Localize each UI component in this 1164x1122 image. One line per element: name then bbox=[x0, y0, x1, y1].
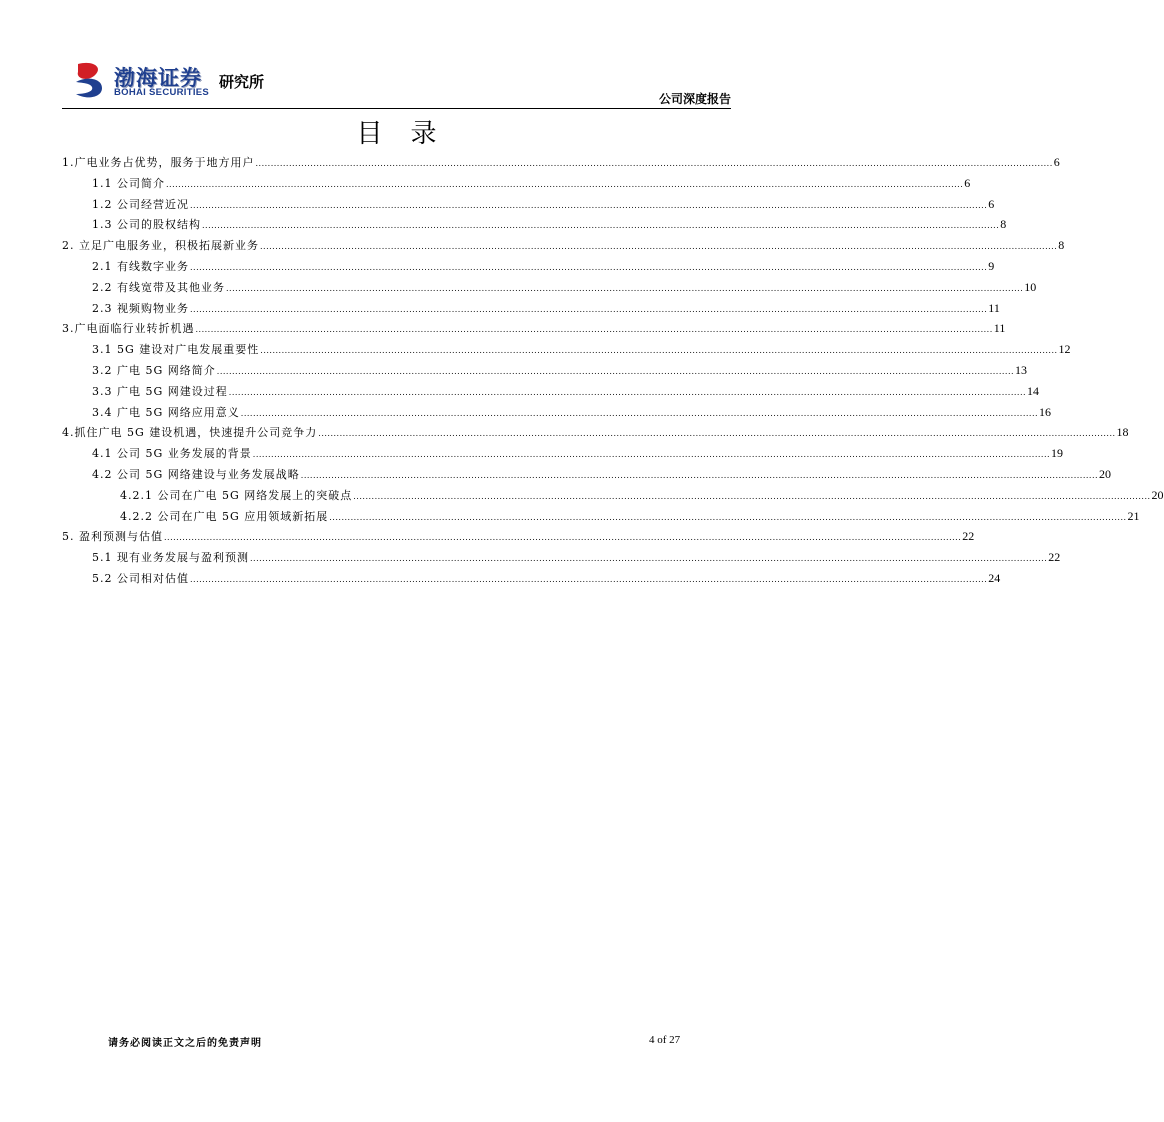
toc-leader: ...................................................................................................................................................................................................................................................................... bbox=[329, 512, 1127, 522]
toc-entry-page: 22 bbox=[1048, 550, 1061, 565]
toc-leader: ...................................................................................................................................................................................................................................................................... bbox=[202, 221, 1000, 231]
disclaimer-note: 请务必阅读正文之后的免责声明 bbox=[108, 1038, 262, 1049]
toc-entry-title: 3.4 广电 5G 网络应用意义 bbox=[92, 405, 240, 419]
toc-entry-title: 2. 立足广电服务业，积极拓展新业务 bbox=[62, 239, 259, 253]
toc-leader: ...................................................................................................................................................................................................................................................................... bbox=[260, 242, 1058, 252]
report-type: 公司深度报告 bbox=[658, 92, 731, 106]
toc-entry-page: 22 bbox=[962, 529, 975, 544]
table-of-contents bbox=[62, 152, 1164, 589]
toc-entry-page: 9 bbox=[988, 258, 995, 273]
toc-entry[interactable] bbox=[62, 381, 1040, 402]
toc-entry-page: 6 bbox=[964, 175, 971, 190]
toc-entry-title: 4.1 公司 5G 业务发展的背景 bbox=[92, 447, 252, 461]
toc-entry-page: 8 bbox=[1058, 238, 1065, 253]
toc-entry[interactable] bbox=[62, 360, 1028, 381]
toc-entry[interactable] bbox=[62, 152, 1060, 173]
toc-entry-page: 11 bbox=[988, 300, 1000, 315]
toc-entry-page: 19 bbox=[1051, 446, 1064, 461]
toc-entry[interactable] bbox=[62, 485, 1164, 506]
toc-entry-page: 11 bbox=[993, 321, 1006, 336]
toc-entry-page: 13 bbox=[1015, 362, 1028, 377]
toc-leader: ...................................................................................................................................................................................................................................................................... bbox=[226, 283, 1024, 293]
toc-entry-page: 6 bbox=[1053, 155, 1060, 169]
toc-entry-page: 16 bbox=[1039, 404, 1052, 419]
toc-entry-title: 2.2 有线宽带及其他业务 bbox=[92, 280, 225, 294]
toc-leader: ...................................................................................................................................................................................................................................................................... bbox=[260, 346, 1058, 356]
toc-entry[interactable] bbox=[62, 194, 995, 215]
toc-title: 目录 bbox=[356, 119, 465, 149]
toc-entry[interactable] bbox=[62, 235, 1065, 256]
toc-entry-title: 4.抓住广电 5G 建设机遇，快速提升公司竞争力 bbox=[62, 426, 318, 440]
toc-entry[interactable] bbox=[62, 506, 1140, 527]
toc-entry-title: 2.1 有线数字业务 bbox=[92, 259, 189, 273]
toc-leader: ...................................................................................................................................................................................................................................................................... bbox=[300, 470, 1099, 480]
toc-entry[interactable] bbox=[62, 256, 995, 277]
page-number: 4 of 27 bbox=[649, 1034, 681, 1046]
toc-entry-title: 5.2 公司相对估值 bbox=[92, 571, 189, 585]
toc-entry-page: 20 bbox=[1151, 487, 1164, 502]
toc-entry[interactable] bbox=[62, 339, 1071, 360]
toc-entry-title: 4.2 公司 5G 网络建设与业务发展战略 bbox=[92, 467, 300, 481]
logo-english-name: BOHAI SECURITIES bbox=[114, 87, 210, 98]
toc-entry-page: 20 bbox=[1099, 466, 1112, 481]
toc-entry-title: 5.1 现有业务发展与盈利预测 bbox=[92, 551, 249, 565]
toc-entry[interactable] bbox=[62, 402, 1052, 423]
toc-entry-page: 12 bbox=[1058, 342, 1071, 357]
institute-label: 研究所 bbox=[219, 73, 265, 91]
toc-leader: ...................................................................................................................................................................................................................................................................... bbox=[190, 304, 988, 314]
toc-entry-title: 1.2 公司经营近况 bbox=[92, 197, 189, 211]
toc-leader: ...................................................................................................................................................................................................................................................................... bbox=[255, 159, 1053, 168]
toc-entry-title: 3.3 广电 5G 网建设过程 bbox=[92, 384, 228, 398]
bohai-logo-icon bbox=[72, 60, 106, 100]
toc-leader: ...................................................................................................................................................................................................................................................................... bbox=[250, 554, 1048, 564]
toc-leader: ...................................................................................................................................................................................................................................................................... bbox=[216, 366, 1015, 376]
toc-entry[interactable] bbox=[62, 464, 1112, 485]
logo-chinese-name: 渤海证券 bbox=[114, 66, 202, 90]
toc-entry[interactable] bbox=[62, 277, 1037, 298]
toc-leader: ...................................................................................................................................................................................................................................................................... bbox=[190, 200, 988, 210]
toc-leader: ...................................................................................................................................................................................................................................................................... bbox=[164, 533, 962, 543]
toc-entry-title: 4.2.1 公司在广电 5G 网络发展上的突破点 bbox=[120, 488, 353, 502]
toc-entry-title: 3.1 5G 建设对广电发展重要性 bbox=[92, 343, 260, 357]
toc-entry[interactable] bbox=[62, 526, 975, 547]
toc-entry-title: 4.2.2 公司在广电 5G 应用领域新拓展 bbox=[120, 509, 329, 523]
toc-leader: ...................................................................................................................................................................................................................................................................... bbox=[166, 179, 964, 189]
toc-leader: ...................................................................................................................................................................................................................................................................... bbox=[228, 387, 1027, 397]
toc-leader: ...................................................................................................................................................................................................................................................................... bbox=[353, 491, 1151, 501]
toc-entry-page: 6 bbox=[988, 196, 995, 211]
toc-entry[interactable] bbox=[62, 568, 1001, 589]
toc-entry[interactable] bbox=[62, 422, 1129, 443]
toc-leader: ...................................................................................................................................................................................................................................................................... bbox=[190, 574, 988, 584]
toc-entry-title: 3.广电面临行业转折机遇 bbox=[62, 322, 195, 336]
toc-leader: ...................................................................................................................................................................................................................................................................... bbox=[240, 408, 1039, 418]
toc-leader: ...................................................................................................................................................................................................................................................................... bbox=[190, 262, 988, 272]
toc-entry-page: 18 bbox=[1116, 425, 1129, 440]
toc-entry[interactable] bbox=[62, 318, 1006, 339]
toc-entry-page: 14 bbox=[1027, 383, 1040, 398]
toc-entry-title: 1.广电业务占优势，服务于地方用户 bbox=[62, 156, 255, 169]
toc-entry-page: 10 bbox=[1024, 279, 1037, 294]
toc-leader: ...................................................................................................................................................................................................................................................................... bbox=[318, 429, 1116, 439]
page-header bbox=[62, 58, 731, 110]
toc-entry-page: 24 bbox=[988, 570, 1001, 585]
toc-entry-title: 3.2 广电 5G 网络简介 bbox=[92, 363, 216, 377]
toc-entry-page: 21 bbox=[1127, 508, 1140, 523]
toc-entry-title: 5. 盈利预测与估值 bbox=[62, 530, 163, 544]
toc-entry[interactable] bbox=[62, 173, 971, 194]
toc-entry-page: 8 bbox=[1000, 217, 1007, 232]
toc-entry[interactable] bbox=[62, 547, 1061, 568]
toc-entry[interactable] bbox=[62, 298, 1000, 319]
toc-leader: ...................................................................................................................................................................................................................................................................... bbox=[195, 325, 993, 335]
toc-leader: ...................................................................................................................................................................................................................................................................... bbox=[252, 450, 1051, 460]
toc-entry[interactable] bbox=[62, 443, 1064, 464]
toc-entry-title: 1.3 公司的股权结构 bbox=[92, 218, 201, 232]
header-divider bbox=[62, 108, 731, 109]
toc-entry-title: 1.1 公司简介 bbox=[92, 176, 165, 190]
toc-entry-title: 2.3 视频购物业务 bbox=[92, 301, 189, 315]
toc-entry[interactable] bbox=[62, 214, 1007, 235]
